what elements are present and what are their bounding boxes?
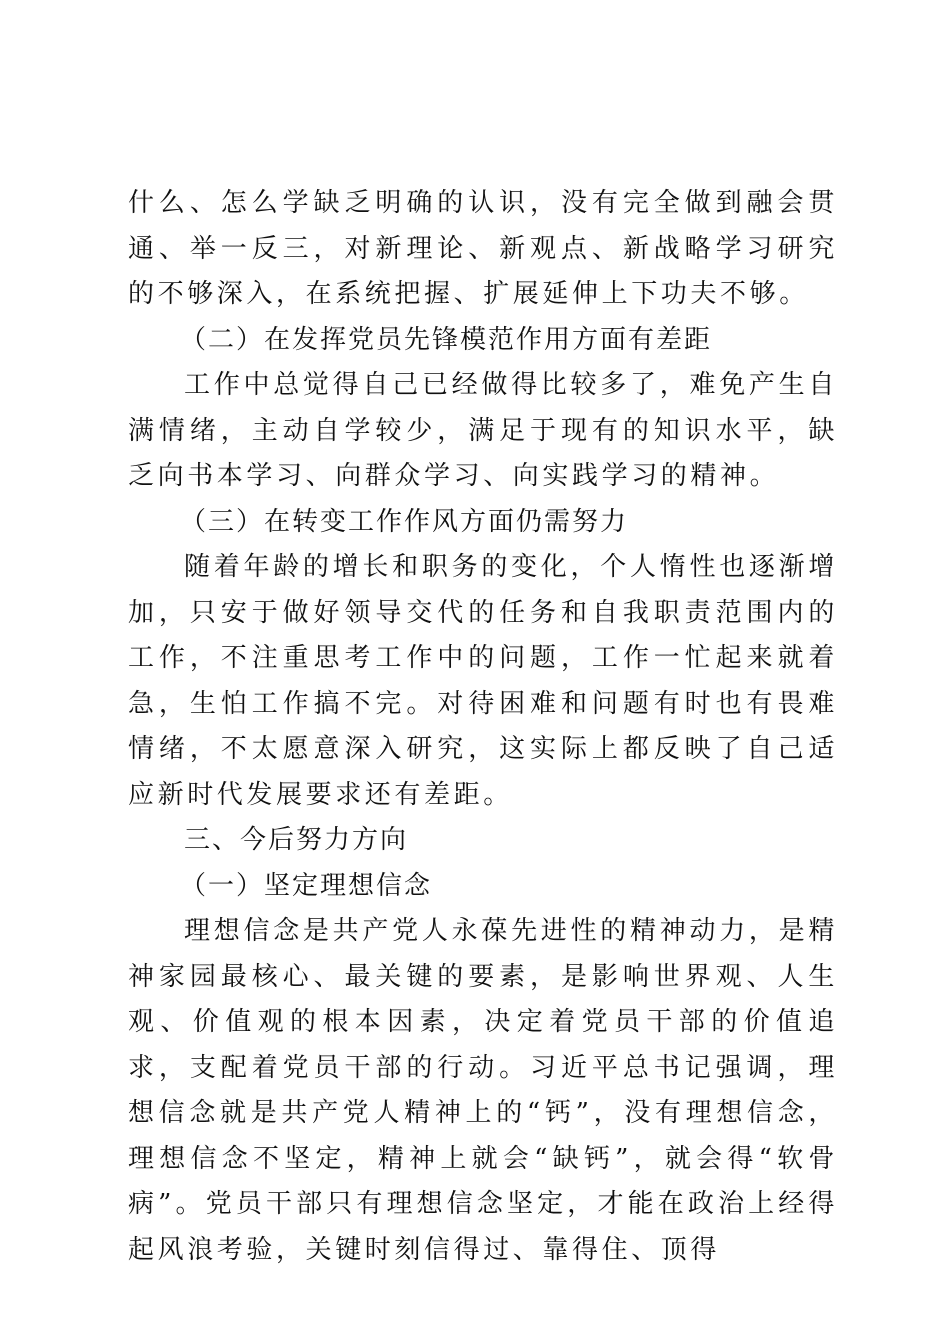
document-body (128, 181, 838, 1273)
section-heading-ideals: （一）坚定理想信念 (180, 870, 433, 901)
section-heading-3: （三）在转变工作作风方面仍需努力 (180, 506, 629, 537)
paragraph-continuation: 什么、怎么学缺乏明确的认识，没有完全做到融会贯通、举一反三，对新理论、新观点、新战略学习研究的不够深入，在系统把握、扩展延伸上下功夫不够。 (128, 188, 838, 309)
paragraph-pioneer-role: 工作中总觉得自己已经做得比较多了，难免产生自满情绪，主动自学较少，满足于现有的知识水平，缺乏向书本学习、向群众学习、向实践学习的精神。 (128, 370, 838, 491)
chapter-heading-future-direction: 三、今后努力方向 (184, 825, 409, 855)
paragraph-ideals-beliefs: 理想信念是共产党人永葆先进性的精神动力，是精神家园最核心、最关键的要素，是影响世界观、人生观、价值观的根本因素，决定着党员干部的价值追求，支配着党员干部的行动。习近平总书记强调，理想信念就是共产党人精神上的“钙”，没有理想信念，理想信念不坚定，精神上就会“缺钙”，就会得“软骨病”。党员干部只有理想信念坚定，才能在政治上经得起风浪考验，关键时刻信得过、靠得住、顶得 (128, 916, 838, 1265)
section-heading-2: （二）在发挥党员先锋模范作用方面有差距 (180, 324, 713, 355)
paragraph-work-style: 随着年龄的增长和职务的变化，个人惰性也逐渐增加，只安于做好领导交代的任务和自我职责范围内的工作，不注重思考工作中的问题，工作一忙起来就着急，生怕工作搞不完。对待困难和问题有时也有畏难情绪，不太愿意深入研究，这实际上都反映了自己适应新时代发展要求还有差距。 (128, 552, 838, 810)
